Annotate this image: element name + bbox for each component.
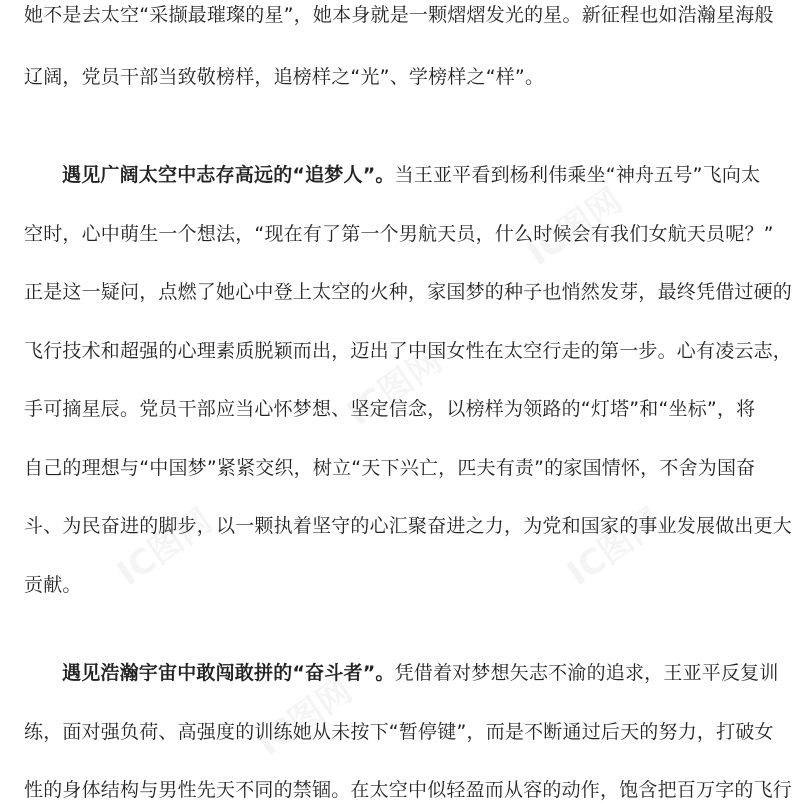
paragraph-2-line-1 xyxy=(62,162,800,188)
paragraph-2-line-8: 贡献。 xyxy=(24,574,82,596)
paragraph-3-line-1-text: 凭借着对梦想矢志不渝的追求，王亚平反复训 xyxy=(394,662,779,684)
paragraph-3-line-2: 练，面对强负荷、高强度的训练她从未按下“暂停键”，而是不断通过后天的努力，打破女 xyxy=(24,721,774,743)
paragraph-2-line-7: 斗、为民奋进的脚步，以一颗执着坚守的心汇聚奋进之力，为党和国家的事业发展做出更大 xyxy=(24,515,793,537)
paragraph-1-line-1: 她不是去太空“采撷最璀璨的星”，她本身就是一颗熠熠发光的星。新征程也如浩瀚星海般 xyxy=(24,4,774,26)
paragraph-2-line-1-text: 当王亚平看到杨利伟乘坐“神舟五号”飞向太 xyxy=(394,164,761,186)
paragraph-3-heading: 遇见浩瀚宇宙中敢闯敢拼的“奋斗者”。 xyxy=(62,662,395,684)
paragraph-2-line-6: 自己的理想与“中国梦”紧紧交织，树立“天下兴亡，匹夫有责”的家国情怀，不舍为国奋 xyxy=(24,457,756,479)
paragraph-2-line-5: 手可摘星辰。党员干部应当心怀梦想、坚定信念，以榜样为领路的“灯塔”和“坐标”，将 xyxy=(24,398,756,420)
paragraph-2-line-4: 飞行技术和超强的心理素质脱颖而出，迈出了中国女性在太空行走的第一步。心有凌云志， xyxy=(24,340,793,362)
paragraph-2-line-3: 正是这一疑问，点燃了她心中登上太空的火种，家国梦的种子也悄然发芽，最终凭借过硬的 xyxy=(24,281,793,303)
paragraph-2-line-2: 空时，心中萌生一个想法，“现在有了第一个男航天员，什么时候会有我们女航天员呢？” xyxy=(24,223,774,245)
paragraph-3-line-3: 性的身体结构与男性先天不同的禁锢。在太空中似轻盈而从容的动作，饱含把百万字的飞行 xyxy=(24,779,793,801)
paragraph-3-line-1 xyxy=(62,660,800,686)
paragraph-2-heading: 遇见广阔太空中志存高远的“追梦人”。 xyxy=(62,164,395,186)
paragraph-1-line-2: 辽阔，党员干部当致敬榜样，追榜样之“光”、学榜样之“样”。 xyxy=(24,66,545,88)
